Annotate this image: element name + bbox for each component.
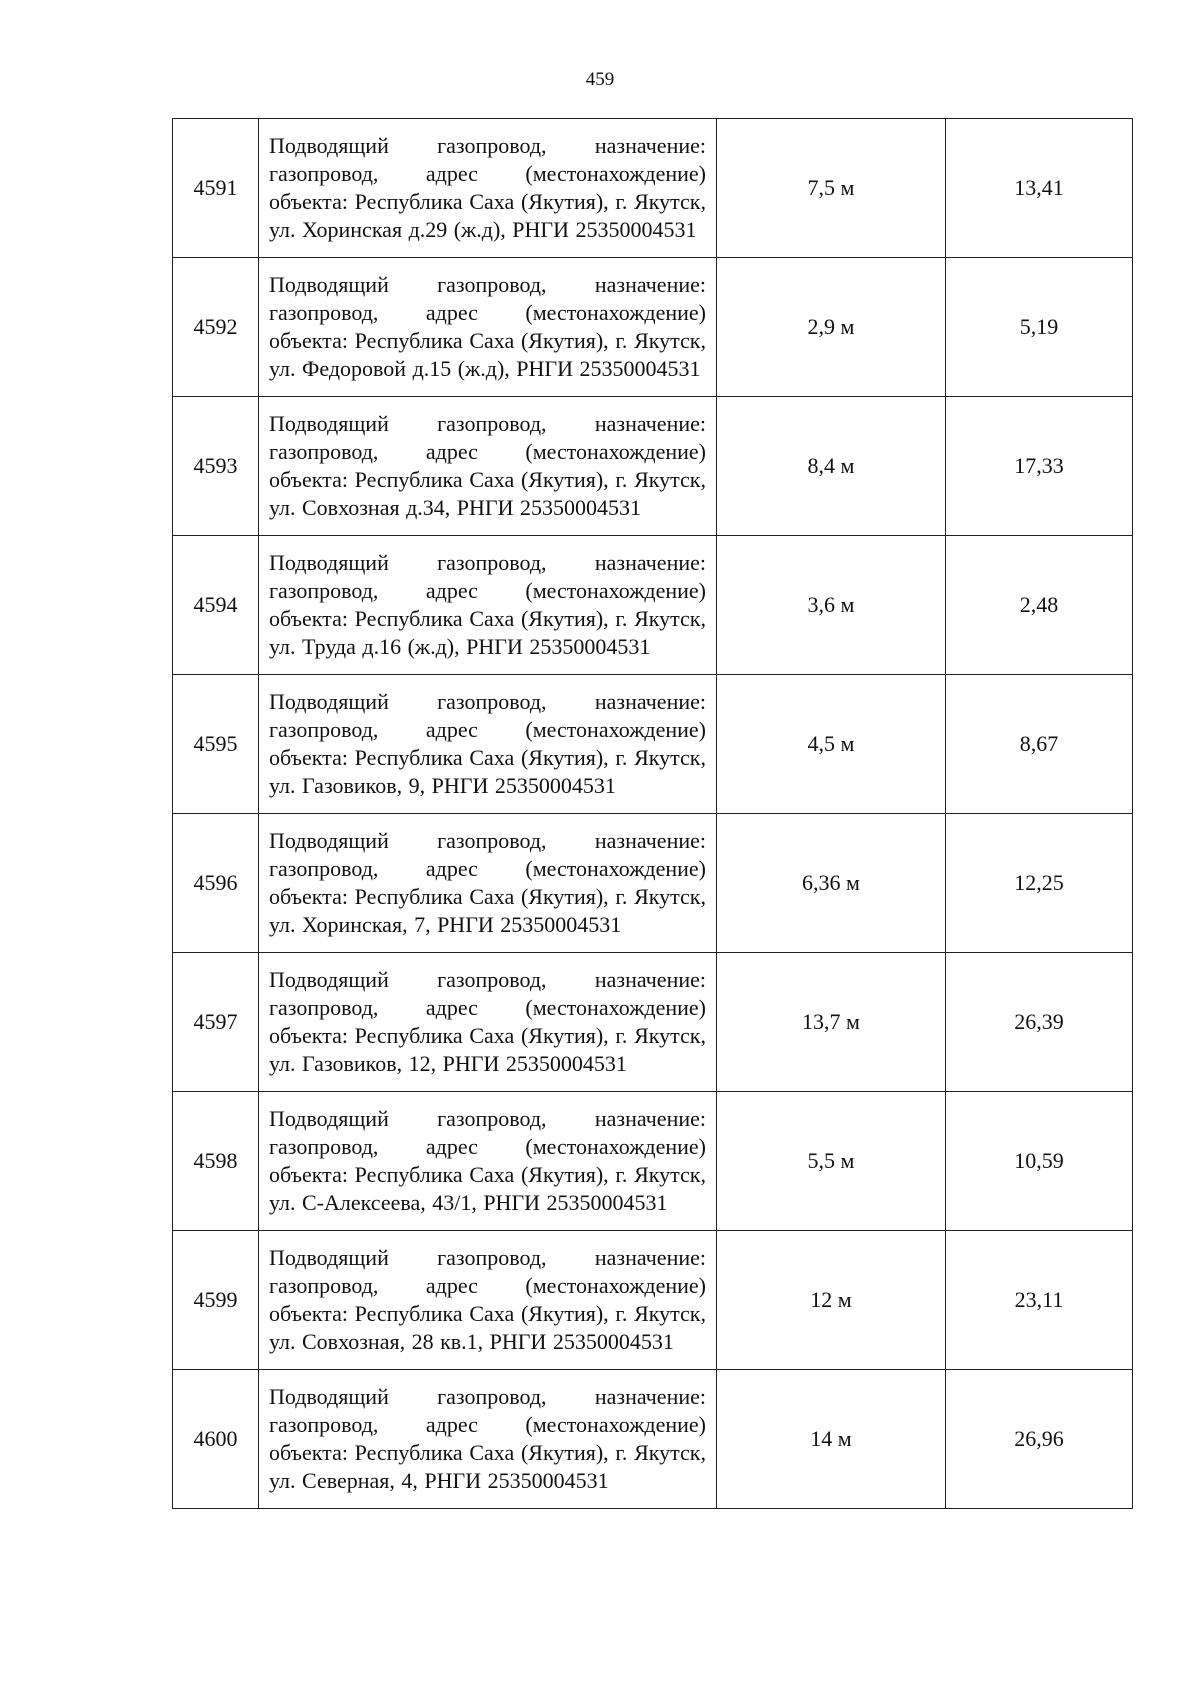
table-row: [173, 675, 1133, 814]
value-cell: 10,59: [946, 1092, 1133, 1231]
object-description-cell: Подводящий газопровод, назначение: газопровод, адрес (местонахождение) объекта: Республика Саха (Якутия), г. Якутск, ул. Газовиков, 12, РНГИ 25350004531: [259, 953, 717, 1092]
row-number-cell: 4594: [173, 536, 259, 675]
object-description-cell: Подводящий газопровод, назначение: газопровод, адрес (местонахождение) объекта: Республика Саха (Якутия), г. Якутск, ул. Федоровой д.15 (ж.д), РНГИ 25350004531: [259, 258, 717, 397]
value-cell: 8,67: [946, 675, 1133, 814]
object-description-cell: Подводящий газопровод, назначение: газопровод, адрес (местонахождение) объекта: Республика Саха (Якутия), г. Якутск, ул. Хоринская, 7, РНГИ 25350004531: [259, 814, 717, 953]
object-description-cell: Подводящий газопровод, назначение: газопровод, адрес (местонахождение) объекта: Республика Саха (Якутия), г. Якутск, ул. Северная, 4, РНГИ 25350004531: [259, 1370, 717, 1509]
object-description-cell: Подводящий газопровод, назначение: газопровод, адрес (местонахождение) объекта: Республика Саха (Якутия), г. Якутск, ул. Хоринская д.29 (ж.д), РНГИ 25350004531: [259, 119, 717, 258]
object-description-cell: Подводящий газопровод, назначение: газопровод, адрес (местонахождение) объекта: Республика Саха (Якутия), г. Якутск, ул. Совхозная д.34, РНГИ 25350004531: [259, 397, 717, 536]
length-cell: 4,5 м: [717, 675, 946, 814]
table-row: [173, 119, 1133, 258]
table-row: [173, 1231, 1133, 1370]
length-cell: 6,36 м: [717, 814, 946, 953]
value-cell: 12,25: [946, 814, 1133, 953]
length-cell: 12 м: [717, 1231, 946, 1370]
table-row: [173, 1370, 1133, 1509]
length-cell: 7,5 м: [717, 119, 946, 258]
object-description-cell: Подводящий газопровод, назначение: газопровод, адрес (местонахождение) объекта: Республика Саха (Якутия), г. Якутск, ул. Совхозная, 28 кв.1, РНГИ 25350004531: [259, 1231, 717, 1370]
length-cell: 8,4 м: [717, 397, 946, 536]
table-row: [173, 1092, 1133, 1231]
row-number-cell: 4596: [173, 814, 259, 953]
value-cell: 23,11: [946, 1231, 1133, 1370]
page-number: 459: [585, 69, 615, 90]
row-number-cell: 4593: [173, 397, 259, 536]
row-number-cell: 4599: [173, 1231, 259, 1370]
row-number-cell: 4598: [173, 1092, 259, 1231]
value-cell: 13,41: [946, 119, 1133, 258]
table-row: [173, 397, 1133, 536]
object-description-cell: Подводящий газопровод, назначение: газопровод, адрес (местонахождение) объекта: Республика Саха (Якутия), г. Якутск, ул. С-Алексеева, 43/1, РНГИ 25350004531: [259, 1092, 717, 1231]
value-cell: 5,19: [946, 258, 1133, 397]
object-description-cell: Подводящий газопровод, назначение: газопровод, адрес (местонахождение) объекта: Республика Саха (Якутия), г. Якутск, ул. Газовиков, 9, РНГИ 25350004531: [259, 675, 717, 814]
object-description-cell: Подводящий газопровод, назначение: газопровод, адрес (местонахождение) объекта: Республика Саха (Якутия), г. Якутск, ул. Труда д.16 (ж.д), РНГИ 25350004531: [259, 536, 717, 675]
row-number-cell: 4592: [173, 258, 259, 397]
length-cell: 2,9 м: [717, 258, 946, 397]
row-number-cell: 4600: [173, 1370, 259, 1509]
row-number-cell: 4595: [173, 675, 259, 814]
length-cell: 14 м: [717, 1370, 946, 1509]
table-row: [173, 814, 1133, 953]
length-cell: 13,7 м: [717, 953, 946, 1092]
value-cell: 26,96: [946, 1370, 1133, 1509]
value-cell: 26,39: [946, 953, 1133, 1092]
row-number-cell: 4591: [173, 119, 259, 258]
length-cell: 3,6 м: [717, 536, 946, 675]
table-row: [173, 536, 1133, 675]
length-cell: 5,5 м: [717, 1092, 946, 1231]
property-register-table: [172, 118, 1133, 1509]
value-cell: 2,48: [946, 536, 1133, 675]
table-row: [173, 953, 1133, 1092]
value-cell: 17,33: [946, 397, 1133, 536]
table-row: [173, 258, 1133, 397]
row-number-cell: 4597: [173, 953, 259, 1092]
